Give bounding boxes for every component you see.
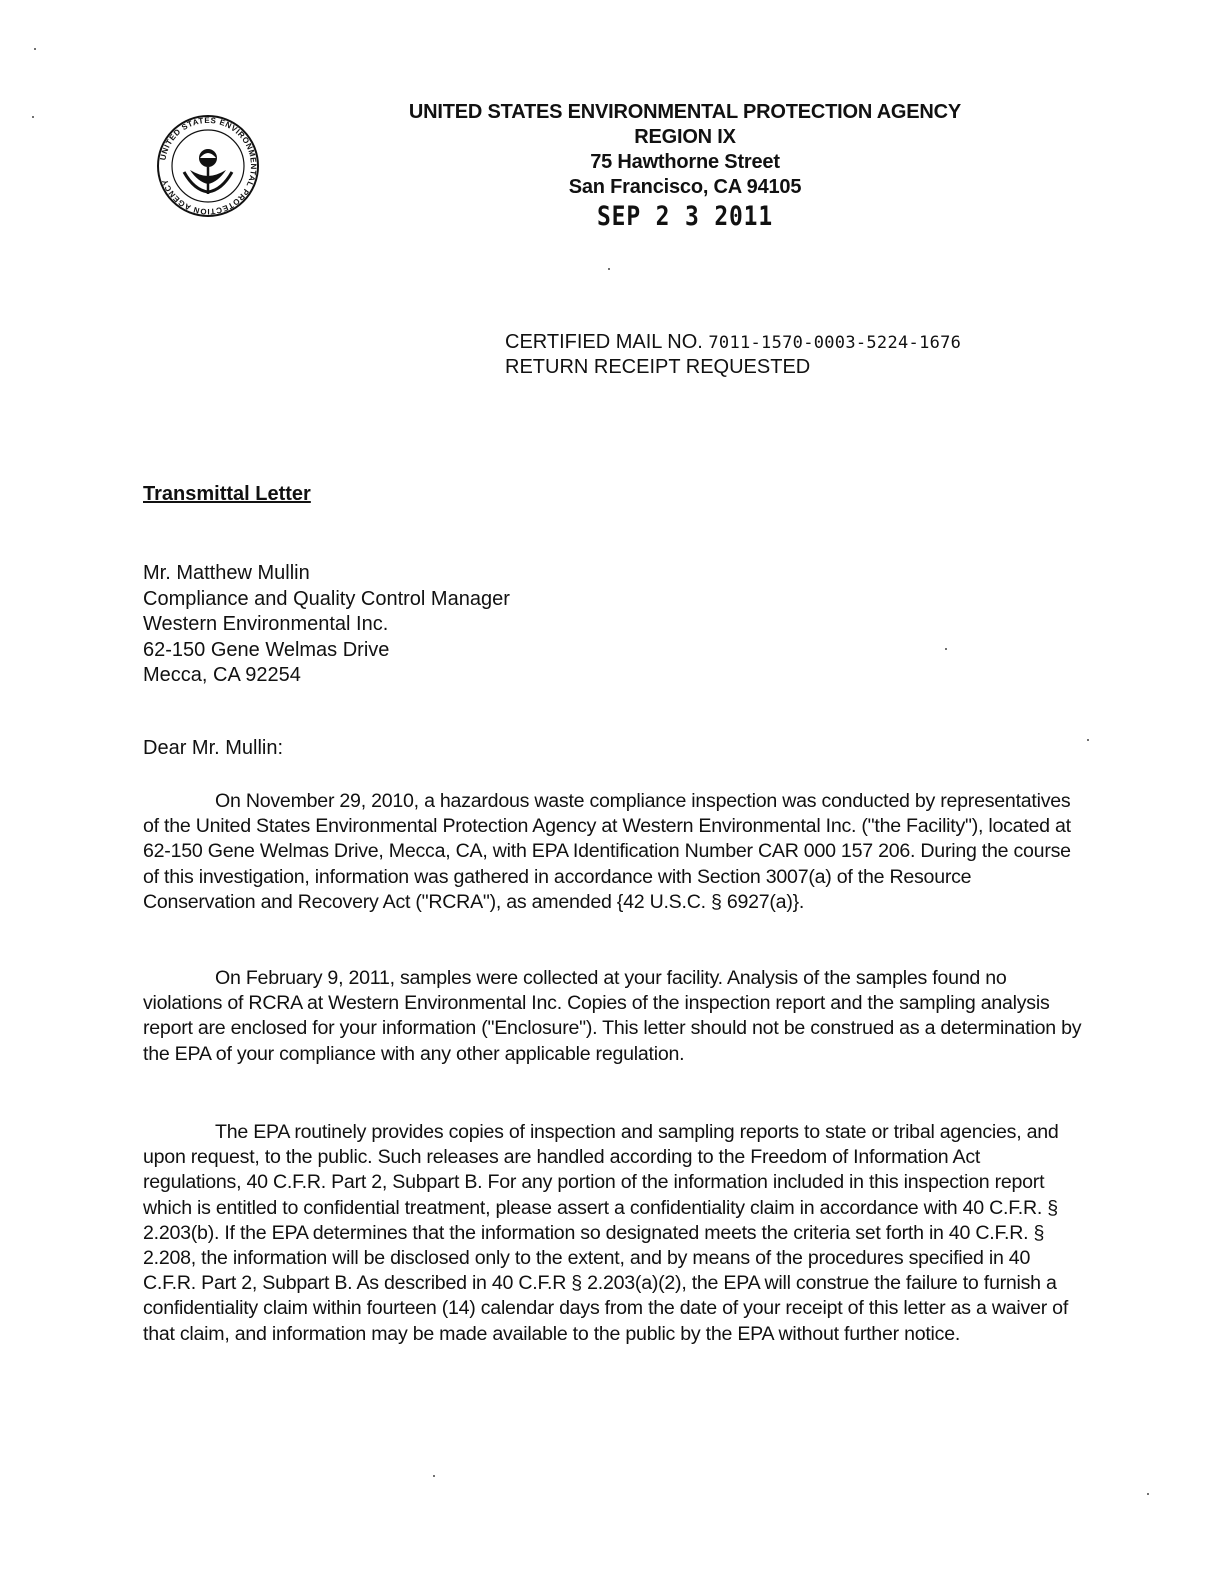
scan-speck — [608, 268, 610, 270]
body-paragraph-1: On November 29, 2010, a hazardous waste compliance inspection was conducted by representatives of the United States Environmental Protection Agency at Western Environmental Inc. ("the Facility"), located at 62-150 Gene Welmas Drive, Mecca, CA, with EPA Identification Number CAR 000 157 206. During the course of this investigation, information was gathered in accordance with Section 3007(a) of the Resource Conservation and Recovery Act ("RCRA"), as amended {42 U.S.C. § 6927(a)}. — [143, 790, 1071, 913]
date-stamp: SEP 2 3 2011 — [596, 201, 774, 232]
agency-name: UNITED STATES ENVIRONMENTAL PROTECTION AGENCY — [408, 101, 962, 123]
certified-mail-label: CERTIFIED MAIL NO. — [505, 331, 703, 353]
scan-speck — [1087, 739, 1089, 741]
recipient-street: 62-150 Gene Welmas Drive — [143, 638, 390, 661]
agency-city: San Francisco, CA 94105 — [568, 176, 802, 198]
body-paragraph-3: The EPA routinely provides copies of inspection and sampling reports to state or tribal agencies, and upon request, to the public. Such releases are handled according to the Freedom of Information Act regulations, 40 C.F.R. Part 2, Subpart B. For any portion of the information included in this inspection report which is entitled to confidential treatment, please assert a confidentiality claim in accordance with 40 C.F.R. § 2.203(b). If the EPA determines that the information so designated meets the criteria set forth in 40 C.F.R. § 2.208, the information will be disclosed only to the extent, and by means of the procedures specified in 40 C.F.R. Part 2, Subpart B. As described in 40 C.F.R § 2.203(a)(2), the EPA will construe the failure to furnish a confidentiality claim within fourteen (14) calendar days from the date of your receipt of this letter as a waiver of that claim, and information may be made available to the public by the EPA without further notice. — [143, 1121, 1069, 1345]
epa-seal-icon — [154, 112, 262, 220]
scan-speck — [32, 116, 34, 118]
certified-mail-block — [505, 330, 961, 379]
agency-street: 75 Hawthorne Street — [590, 151, 780, 173]
scan-speck — [1147, 1493, 1149, 1495]
recipient-title: Compliance and Quality Control Manager — [143, 587, 510, 610]
region-name: REGION IX — [634, 126, 736, 148]
certified-mail-number: 7011-1570-0003-5224-1676 — [708, 333, 962, 353]
recipient-company: Western Environmental Inc. — [143, 613, 389, 635]
letterhead — [340, 100, 1030, 232]
recipient-name: Mr. Matthew Mullin — [143, 562, 310, 584]
salutation: Dear Mr. Mullin: — [143, 737, 284, 759]
seal-text: UNITED STATES ENVIRONMENTAL PROTECTION AGENCY — [158, 115, 259, 217]
recipient-address — [143, 561, 510, 689]
body-paragraph-2: On February 9, 2011, samples were collected at your facility. Analysis of the samples found no violations of RCRA at Western Environmental Inc. Copies of the inspection report and the sampling analysis report are enclosed for your information ("Enclosure"). This letter should not be construed as a determination by the EPA of your compliance with any other applicable regulation. — [143, 967, 1082, 1065]
scan-speck — [945, 648, 947, 650]
recipient-city: Mecca, CA 92254 — [143, 664, 301, 686]
scan-speck — [433, 1475, 435, 1477]
return-receipt-label: RETURN RECEIPT REQUESTED — [505, 356, 811, 378]
scan-speck — [34, 48, 36, 50]
letter-subject: Transmittal Letter — [143, 483, 311, 505]
